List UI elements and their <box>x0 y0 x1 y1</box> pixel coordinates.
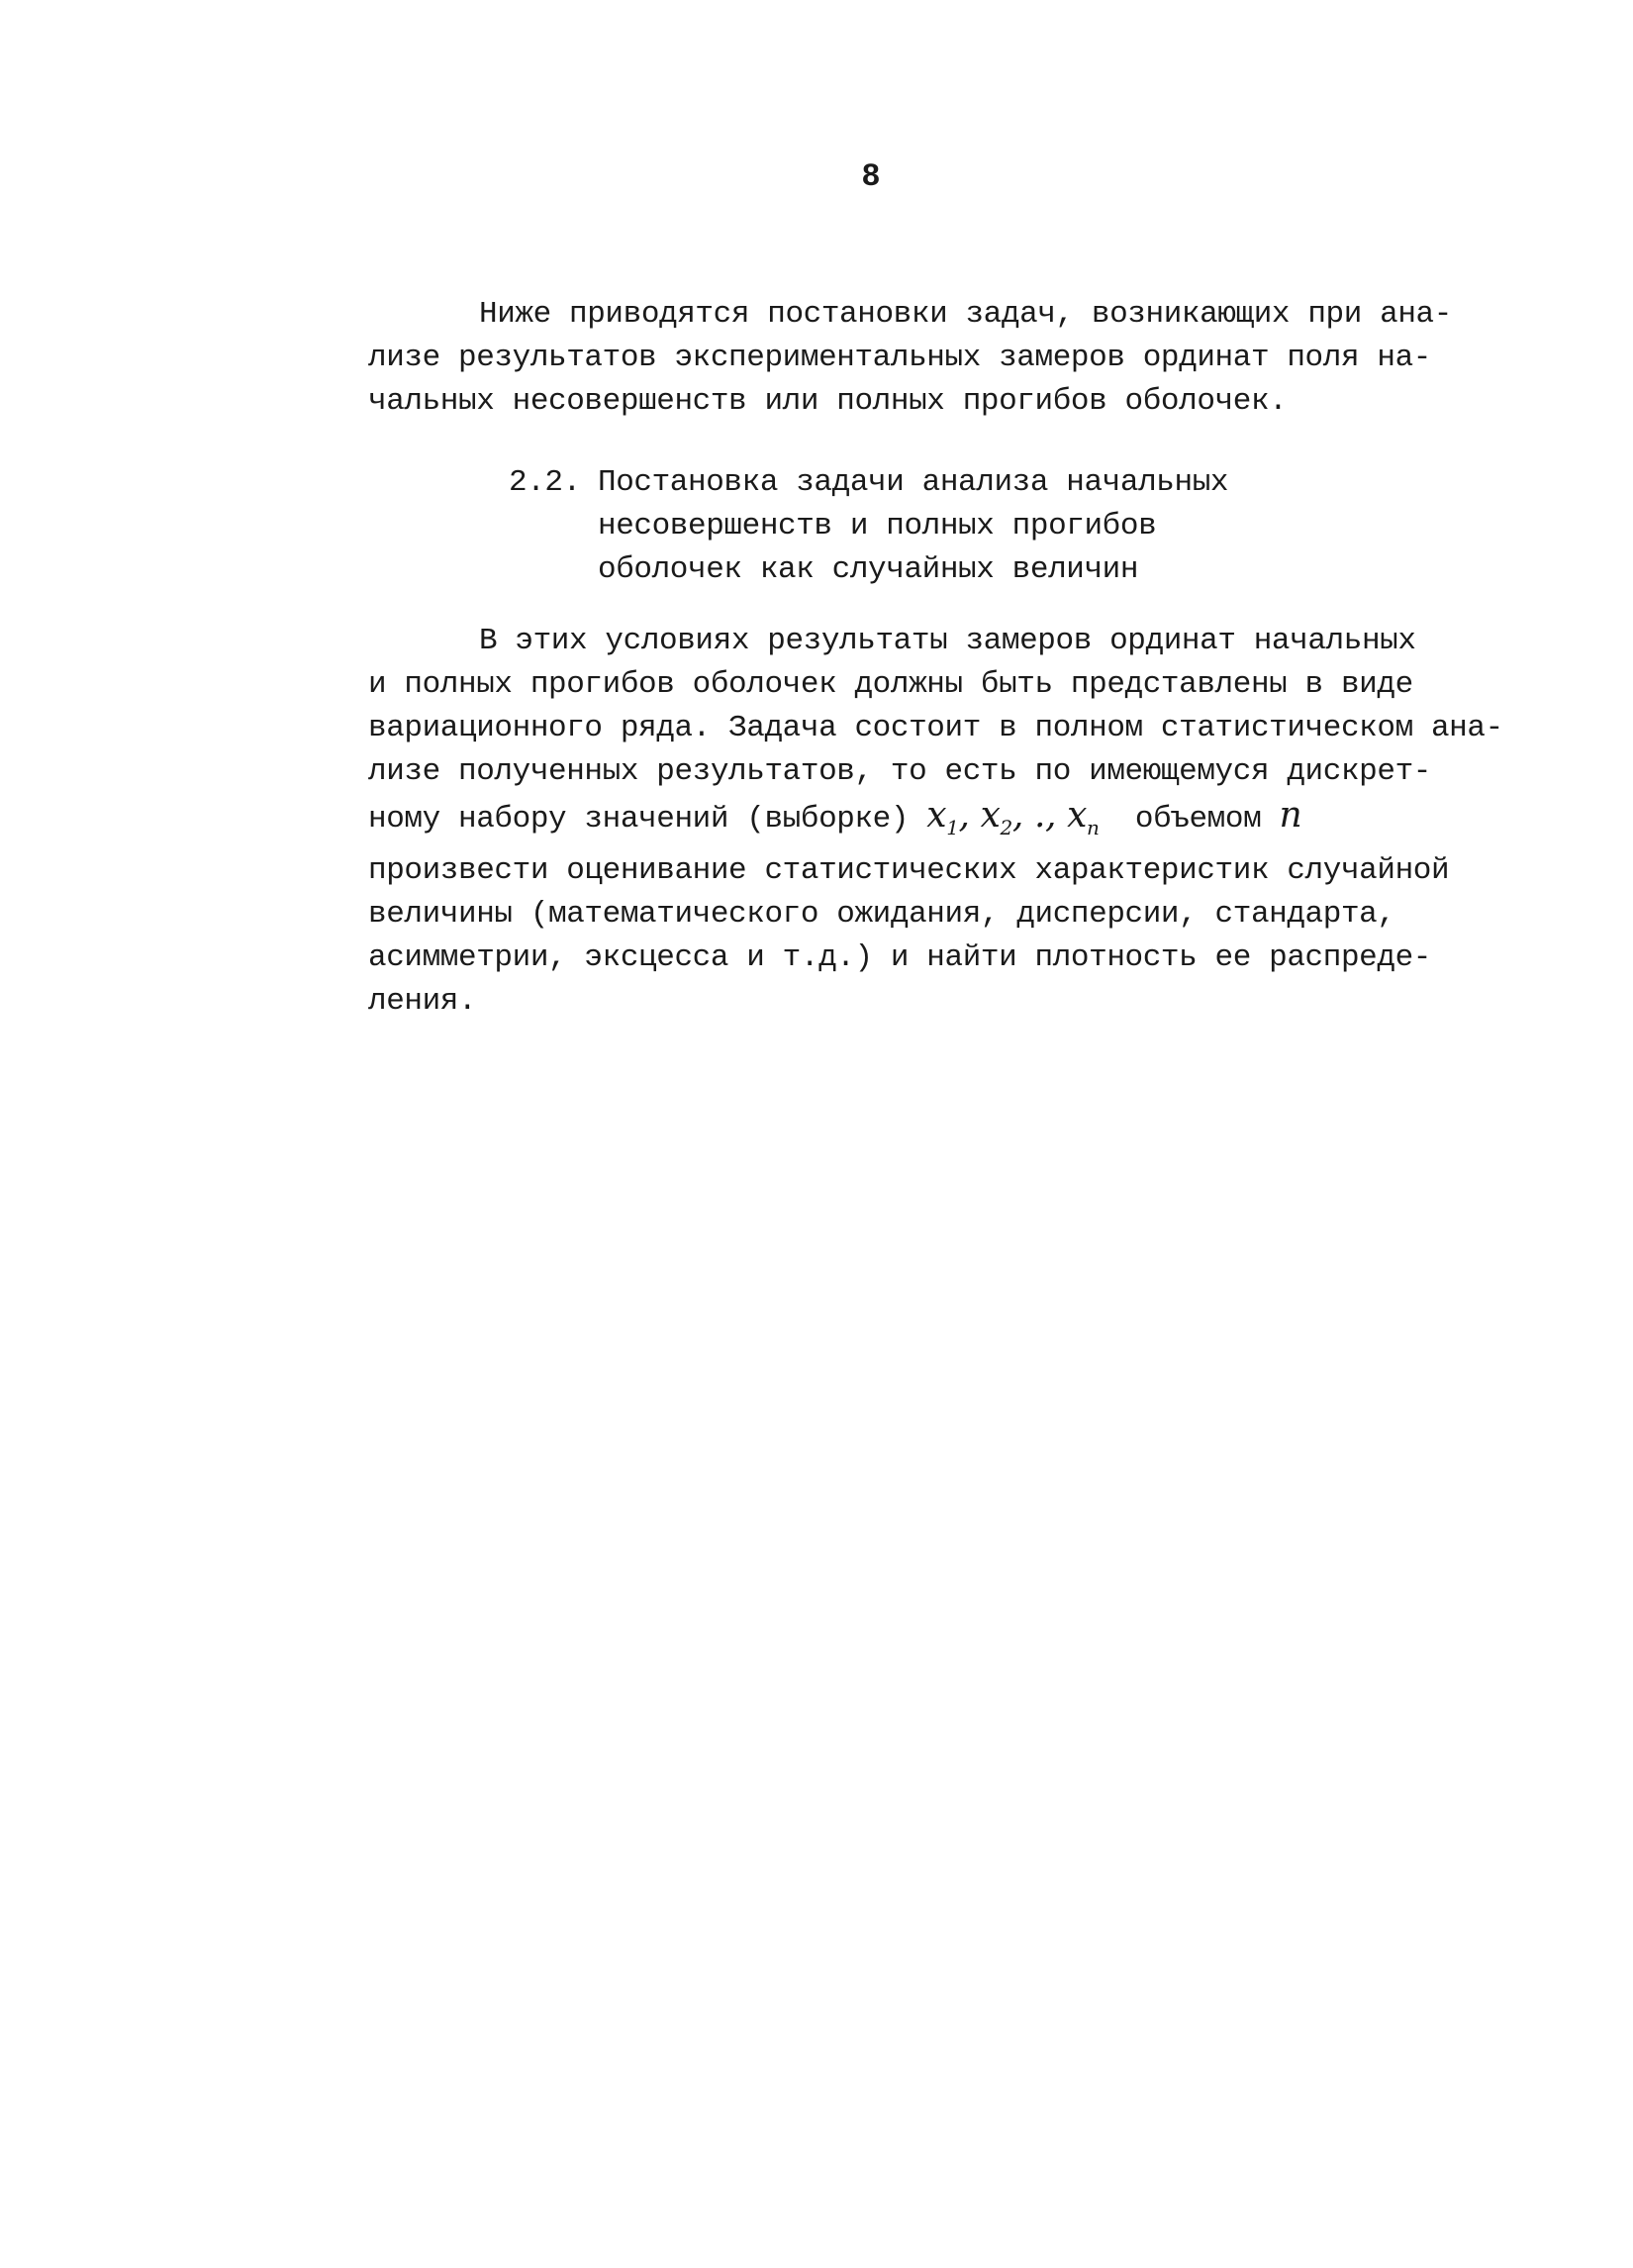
body-line-8: асимметрии, эксцесса и т.д.) и найти плотность ее распреде- <box>368 940 1431 976</box>
body-paragraph <box>368 620 1503 1024</box>
body-line-5-mid: объемом <box>1099 802 1280 837</box>
section-heading <box>509 461 1228 592</box>
intro-paragraph <box>368 293 1487 424</box>
intro-line-3: чальных несовершенств или полных прогибов оболочек. <box>368 384 1288 419</box>
body-line-4: лизе полученных результатов, то есть по имеющемуся дискрет- <box>368 754 1431 789</box>
page-number: 8 <box>861 158 881 195</box>
body-line-9: ления. <box>368 984 477 1020</box>
sample-size-symbol: n <box>1279 795 1302 836</box>
intro-line-2: лизе результатов экспериментальных замеров ординат поля на- <box>368 341 1431 375</box>
body-line-6: произвести оценивание статистических характеристик случайной <box>368 853 1450 889</box>
section-title-line-1: Постановка задачи анализа начальных <box>598 465 1229 500</box>
sample-formula: $x_1$, $x_2$, ., $x_n$ <box>926 795 1100 840</box>
section-title-line-2: несовершенств и полных прогибов <box>598 509 1157 543</box>
body-line-5-start: ному набору значений (выборке) <box>368 802 927 837</box>
section-title-line-3: оболочек как случайных величин <box>598 552 1139 587</box>
body-line-7: величины (математического ожидания, дисперсии, стандарта, <box>368 897 1395 933</box>
intro-line-1: Ниже приводятся постановки задач, возникающих при ана- <box>479 297 1452 332</box>
body-line-1: В этих условиях результаты замеров ординат начальных <box>479 624 1416 658</box>
body-line-5 <box>368 794 1487 849</box>
body-line-2: и полных прогибов оболочек должны быть представлены в виде <box>368 667 1413 702</box>
body-line-3: вариационного ряда. Задача состоит в полном статистическом ана- <box>368 711 1503 745</box>
section-number: 2.2. <box>509 465 581 500</box>
